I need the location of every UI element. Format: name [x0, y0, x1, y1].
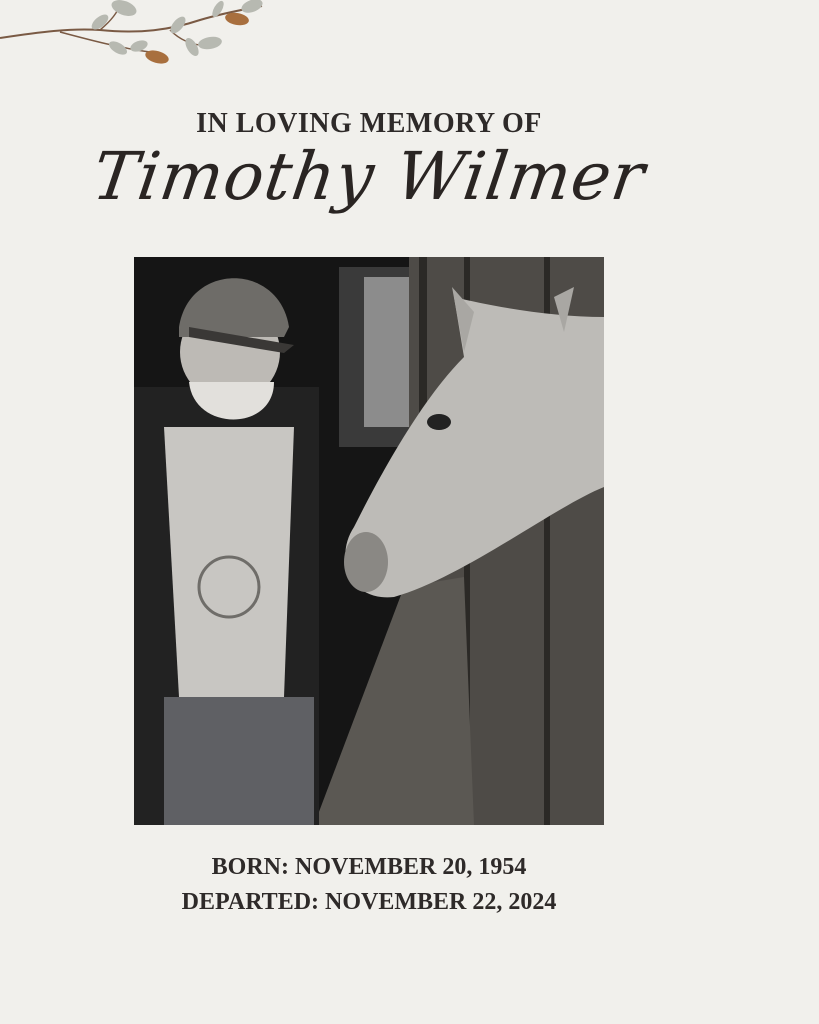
leaf-branch-icon — [0, 0, 270, 70]
life-dates — [0, 850, 738, 920]
born-date: BORN: NOVEMBER 20, 1954 — [211, 854, 527, 880]
memorial-heading: IN LOVING MEMORY OF — [196, 108, 542, 139]
portrait-photo-icon — [134, 257, 604, 825]
deceased-name: Timothy Wilmer — [88, 138, 650, 215]
departed-date: DEPARTED: NOVEMBER 22, 2024 — [181, 889, 557, 915]
